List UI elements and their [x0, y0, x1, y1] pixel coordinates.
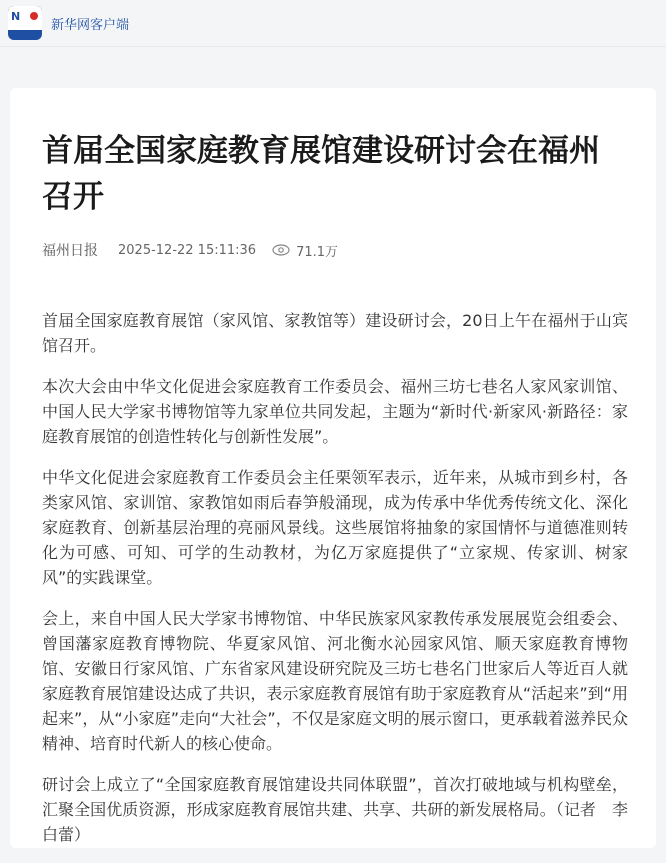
app-name[interactable]: 新华网客户端 [51, 17, 130, 33]
article-meta [42, 240, 338, 260]
paragraph: 中华文化促进会家庭教育工作委员会主任栗领军表示，近年来，从城市到乡村，各类家风馆、家训馆、家教馆如雨后春笋般涌现，成为传承中华优秀传统文化、深化家庭教育、创新基层治理的亮丽风景线。这些展馆将抽象的家国情怀与道德准则转化为可感、可知、可学的生动教材，为亿万家庭提供了“立家规、传家训、树家风”的实践课堂。 [42, 468, 628, 587]
paragraph: 本次大会由中华文化促进会家庭教育工作委员会、福州三坊七巷名人家风家训馆、中国人民大学家书博物馆等九家单位共同发起，主题为“新时代·新家风·新路径：家庭教育展馆的创造性转化与创新性发展”。 [42, 377, 628, 446]
view-count: 71.1万 [296, 244, 339, 260]
publish-time: 2025-12-22 15:11:36 [118, 242, 257, 258]
paragraph: 首届全国家庭教育展馆（家风馆、家教馆等）建设研讨会，20日上午在福州于山宾馆召开。 [42, 311, 628, 355]
article-body [42, 308, 628, 863]
paragraph: 会上，来自中国人民大学家书博物馆、中华民族家风家教传承发展展览会组委会、曾国藩家庭教育博物院、华夏家风馆、河北衡水沁园家风馆、顺天家庭教育博物馆、安徽日行家风馆、广东省家风建设研究院及三坊七巷名门世家后人等近百人就家庭教育展馆建设达成了共识，表示家庭教育展馆有助于家庭教育从“活起来”到“用起来”，从“小家庭”走向“大社会”，不仅是家庭文明的展示窗口，更承载着滋养民众精神、培育时代新人的核心使命。 [42, 609, 628, 753]
article-title: 首届全国家庭教育展馆建设研讨会在福州召开 [42, 133, 600, 215]
article-source[interactable]: 福州日报 [42, 243, 98, 259]
article-card [10, 88, 656, 848]
xinhua-logo-icon[interactable]: N [8, 6, 42, 40]
app-header [0, 0, 666, 47]
paragraph: 研讨会上成立了“全国家庭教育展馆建设共同体联盟”，首次打破地域与机构壁垒，汇聚全国优质资源，形成家庭教育展馆共建、共享、共研的新发展格局。（记者 李白蕾） [42, 775, 628, 844]
eye-icon [272, 244, 290, 256]
